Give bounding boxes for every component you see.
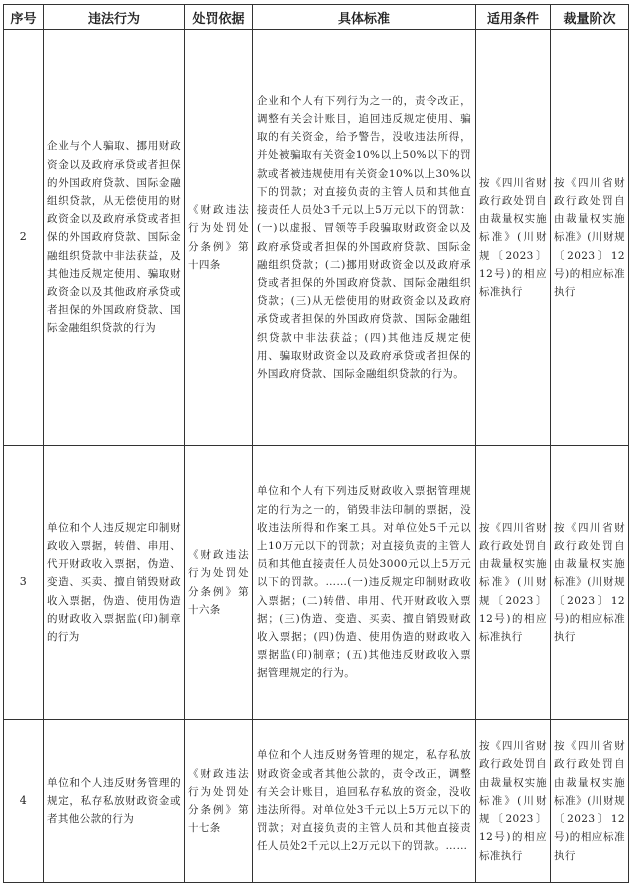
header-basis: 处罚依据 <box>185 5 253 30</box>
row-condition: 按《四川省财政行政处罚自由裁量权实施标准》(川财规〔2023〕12号)的相应标准执行 <box>476 446 551 720</box>
row-violation: 单位和个人违反财务管理的规定，私存私放财政资金或者其他公款的行为 <box>44 720 185 883</box>
row-standard: 单位和个人有下列违反财政收入票据管理规定的行为之一的，销毁非法印制的票据，没收违法所得和作案工具。对单位处5千元以上10万元以下的罚款；对直接负责的主管人员和其他直接责任人员处3000元以上5万元以下的罚款。……(一)违反规定印制财政收入票据；(二)转借、串用、代开财政收入票据；(三)伪造、变造、买卖、擅自销毁财政收入票据；(四)伪造、使用伪造的财政收入票据监(印)制章；(五)其他违反财政收入票据管理规定的行为。 <box>253 446 476 720</box>
row-basis: 《财政违法行为处罚处分条例》第十六条 <box>185 446 253 720</box>
header-number: 序号 <box>4 5 44 30</box>
header-level: 裁量阶次 <box>551 5 629 30</box>
header-row <box>4 5 629 30</box>
penalty-standards-table <box>3 4 629 883</box>
row-level: 按《四川省财政行政处罚自由裁量权实施标准》(川财规〔2023〕12号)的相应标准执行 <box>551 446 629 720</box>
row-condition: 按《四川省财政行政处罚自由裁量权实施标准》(川财规〔2023〕12号)的相应标准执行 <box>476 720 551 883</box>
row-condition: 按《四川省财政行政处罚自由裁量权实施标准》(川财规〔2023〕12号)的相应标准执行 <box>476 30 551 446</box>
row-number: 4 <box>4 720 44 883</box>
header-standard: 具体标准 <box>253 5 476 30</box>
row-basis: 《财政违法行为处罚处分条例》第十七条 <box>185 720 253 883</box>
table-row <box>4 446 629 720</box>
row-number: 2 <box>4 30 44 446</box>
header-violation: 违法行为 <box>44 5 185 30</box>
table-row <box>4 720 629 883</box>
row-standard: 企业和个人有下列行为之一的，责令改正，调整有关会计账目，追回违反规定使用、骗取的有关资金，给予警告，没收违法所得，并处被骗取有关资金10%以上50%以下的罚款或者被违规使用有关资金10%以上30%以下的罚款；对直接负责的主管人员和其他直接责任人员处3千元以上5万元以下的罚款：(一)以虚报、冒领等手段骗取财政资金以及政府承贷或者担保的外国政府贷款、国际金融组织贷款；(二)挪用财政资金以及政府承贷或者担保的外国政府贷款、国际金融组织贷款；(三)从无偿使用的财政资金以及政府承贷或者担保的外国政府贷款、国际金融组织贷款中非法获益；(四)其他违反规定使用、骗取财政资金以及政府承贷或者担保的外国政府贷款、国际金融组织贷款的行为。 <box>253 30 476 446</box>
row-basis: 《财政违法行为处罚处分条例》第十四条 <box>185 30 253 446</box>
row-level: 按《四川省财政行政处罚自由裁量权实施标准》(川财规〔2023〕12号)的相应标准执行 <box>551 30 629 446</box>
table-row <box>4 30 629 446</box>
row-level: 按《四川省财政行政处罚自由裁量权实施标准》(川财规〔2023〕12号)的相应标准执行 <box>551 720 629 883</box>
row-standard: 单位和个人违反财务管理的规定，私存私放财政资金或者其他公款的，责令改正，调整有关会计账目，追回私存私放的资金，没收违法所得。对单位处3千元以上5万元以下的罚款；对直接负责的主管人员和其他直接责任人员处2千元以上2万元以下的罚款。…… <box>253 720 476 883</box>
row-violation: 单位和个人违反规定印制财政收入票据，转借、串用、代开财政收入票据，伪造、变造、买卖、擅自销毁财政收入票据，伪造、使用伪造的财政收入票据监(印)制章的行为 <box>44 446 185 720</box>
row-violation: 企业与个人骗取、挪用财政资金以及政府承贷或者担保的外国政府贷款、国际金融组织贷款，从无偿使用的财政资金以及政府承贷或者担保的外国政府贷款、国际金融组织贷款中非法获益，及其他违反规定使用、骗取财政资金以及其他政府承贷或者担保的外国政府贷款、国际金融组织贷款的行为 <box>44 30 185 446</box>
row-number: 3 <box>4 446 44 720</box>
header-condition: 适用条件 <box>476 5 551 30</box>
